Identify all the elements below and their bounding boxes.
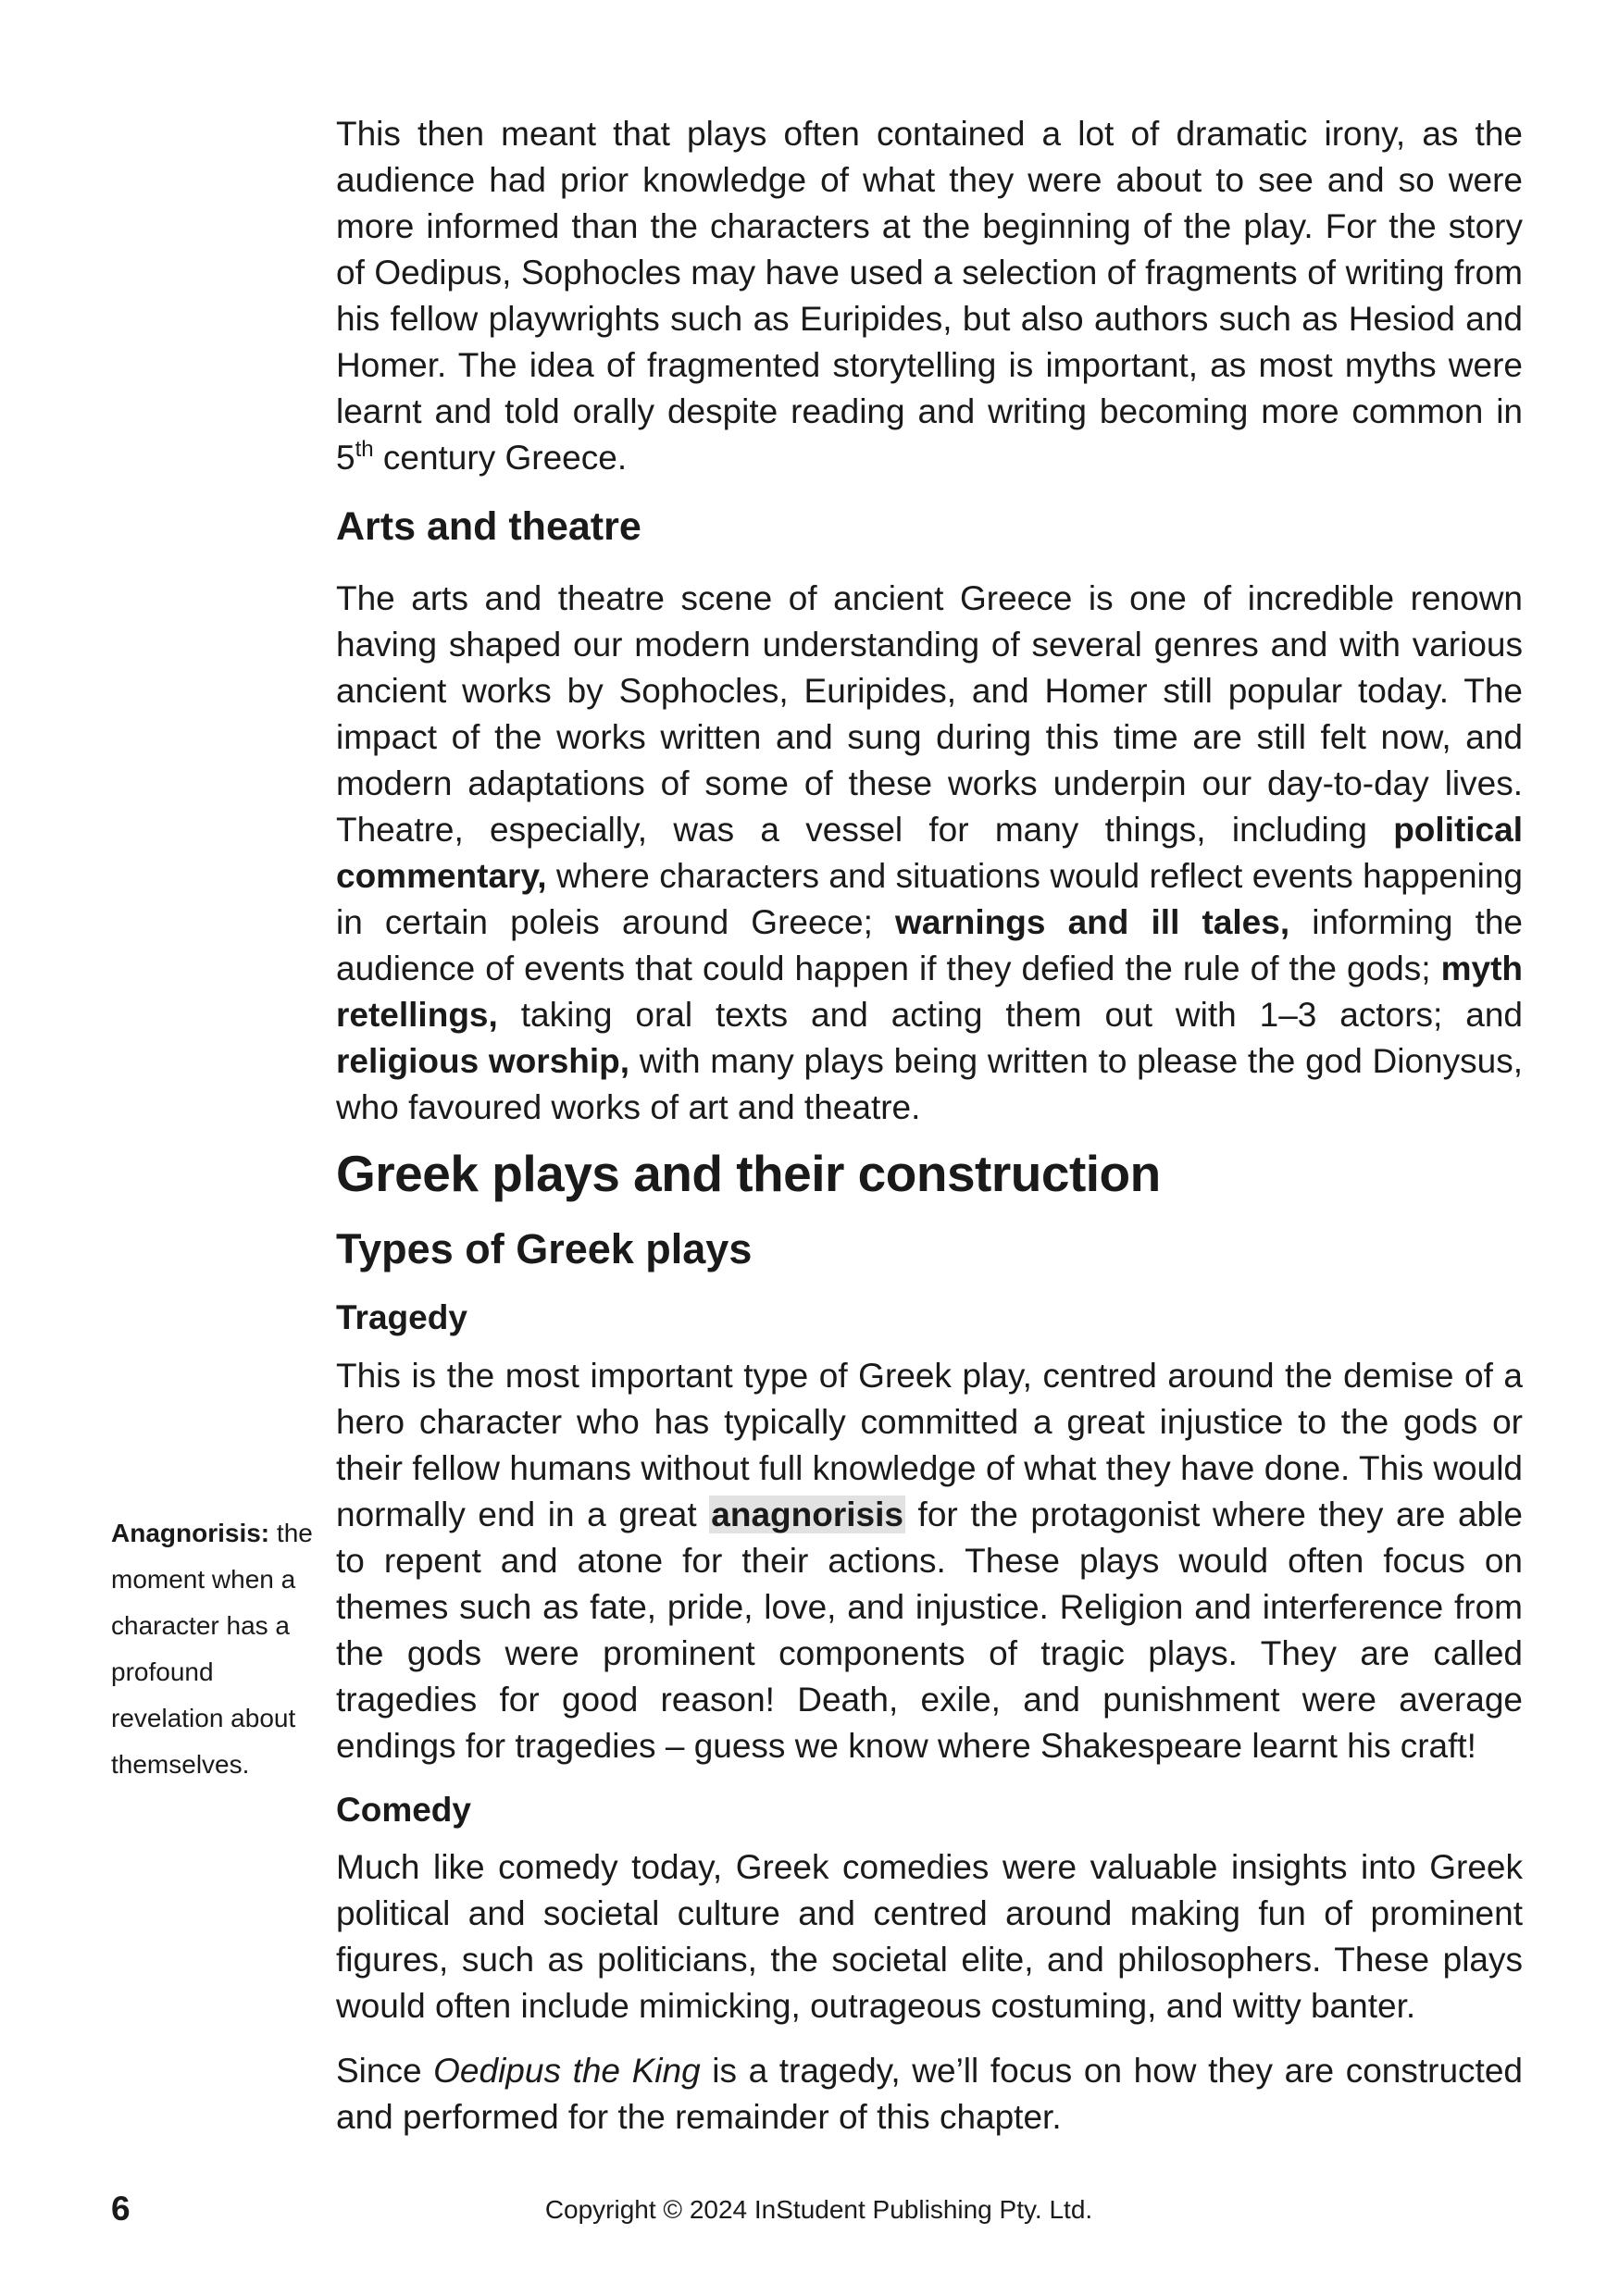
arts-text-5: with many plays being written to please the god Dionysus, who favoured works of art and theatre. [336,1042,1523,1126]
glossary-highlight-anagnorisis[interactable]: anagnorisis [711,1496,903,1533]
tragedy-text-1: This is the most important type of Greek play, centred around the demise of a hero character who has typically committed a great injustice to the gods or their fellow humans without full knowledge of what they have done. This would normally end in a great [336,1357,1523,1533]
tragedy-heading: Tragedy [336,1298,467,1336]
keyword-religious-worship: religious worship, [336,1042,630,1080]
glossary-sidebar [111,1510,324,1788]
keyword-political-commentary: political commentary, [336,811,1523,895]
greek-plays-heading: Greek plays and their construction [336,1145,1161,1202]
intro-section [336,111,1523,481]
types-heading: Types of Greek plays [336,1225,753,1272]
ordinal-number: 5 [336,439,355,477]
keyword-myth-retellings: myth retellings, [336,949,1523,1034]
keyword-warnings-ill-tales: warnings and ill tales, [895,903,1290,941]
play-title: Oedipus the King [433,2052,701,2090]
glossary-definition: the moment when a character has a profound revelation about themselves. [111,1519,313,1779]
comedy-heading: Comedy [336,1791,471,1829]
comedy-paragraph [336,1844,1523,2029]
intro-paragraph [336,111,1523,481]
tragedy-paragraph [336,1353,1523,1769]
comedy-section [336,1844,1523,2141]
closing-post: is a tragedy, we’ll focus on how they are constructed and performed for the remainder of this chapter. [336,2052,1523,2136]
arts-section [336,576,1523,1131]
arts-paragraph [336,576,1523,1131]
intro-text: This then meant that plays often contained a lot of dramatic irony, as the audience had prior knowledge of what they were about to see and so were more informed than the characters at the beginning of the play. For the story of Oedipus, Sophocles may have used a selection of fragments of writing from his fellow playwrights such as Euripides, but also authors such as Hesiod and Homer. The idea of fragmented storytelling is important, as most myths were learnt and told orally despite reading and writing becoming more common in [336,115,1523,430]
footer-copyright-row [0,2195,1619,2225]
arts-text-3: informing the audience of events that could happen if they defied the rule of the gods; [336,903,1524,987]
arts-heading: Arts and theatre [336,504,641,549]
closing-paragraph [336,2048,1523,2141]
tragedy-text-2: for the protagonist where they are able to repent and atone for their actions. These plays would often focus on themes such as fate, pride, love, and injustice. Religion and interference from the gods were prominent components of tragic plays. They are called tragedies for good reason! Death, exile, and punishment were average endings for tragedies – guess we know where Shakespeare learnt his craft! [336,1496,1523,1765]
arts-text-4: taking oral texts and acting them out with 1–3 actors; and [497,996,1523,1034]
arts-text-2: where characters and situations would reflect events happening in certain poleis around Greece; [336,857,1523,941]
arts-text-1: The arts and theatre scene of ancient Greece is one of incredible renown having shaped our modern understanding of several genres and with various ancient works by Sophocles, Euripides, and Homer still popular today. The impact of the works written and sung during this time are still felt now, and modern adaptations of some of these works underpin our day-to-day lives. Theatre, especially, was a vessel for many things, including [336,579,1523,849]
comedy-text: Much like comedy today, Greek comedies were valuable insights into Greek political and societal culture and centred around making fun of prominent figures, such as politicians, the societal elite, and philosophers. These plays would often include mimicking, outrageous costuming, and witty banter. [336,1848,1523,2025]
closing-pre: Since [336,2052,434,2090]
copyright-text: Copyright © 2024 InStudent Publishing Pty. Ltd. [544,2195,1093,2224]
ordinal-suffix: th [355,437,374,462]
tragedy-section [336,1353,1523,1769]
page-number: 6 [111,2190,131,2228]
intro-tail: century Greece. [373,439,628,477]
glossary-term: Anagnorisis: [111,1519,270,1547]
